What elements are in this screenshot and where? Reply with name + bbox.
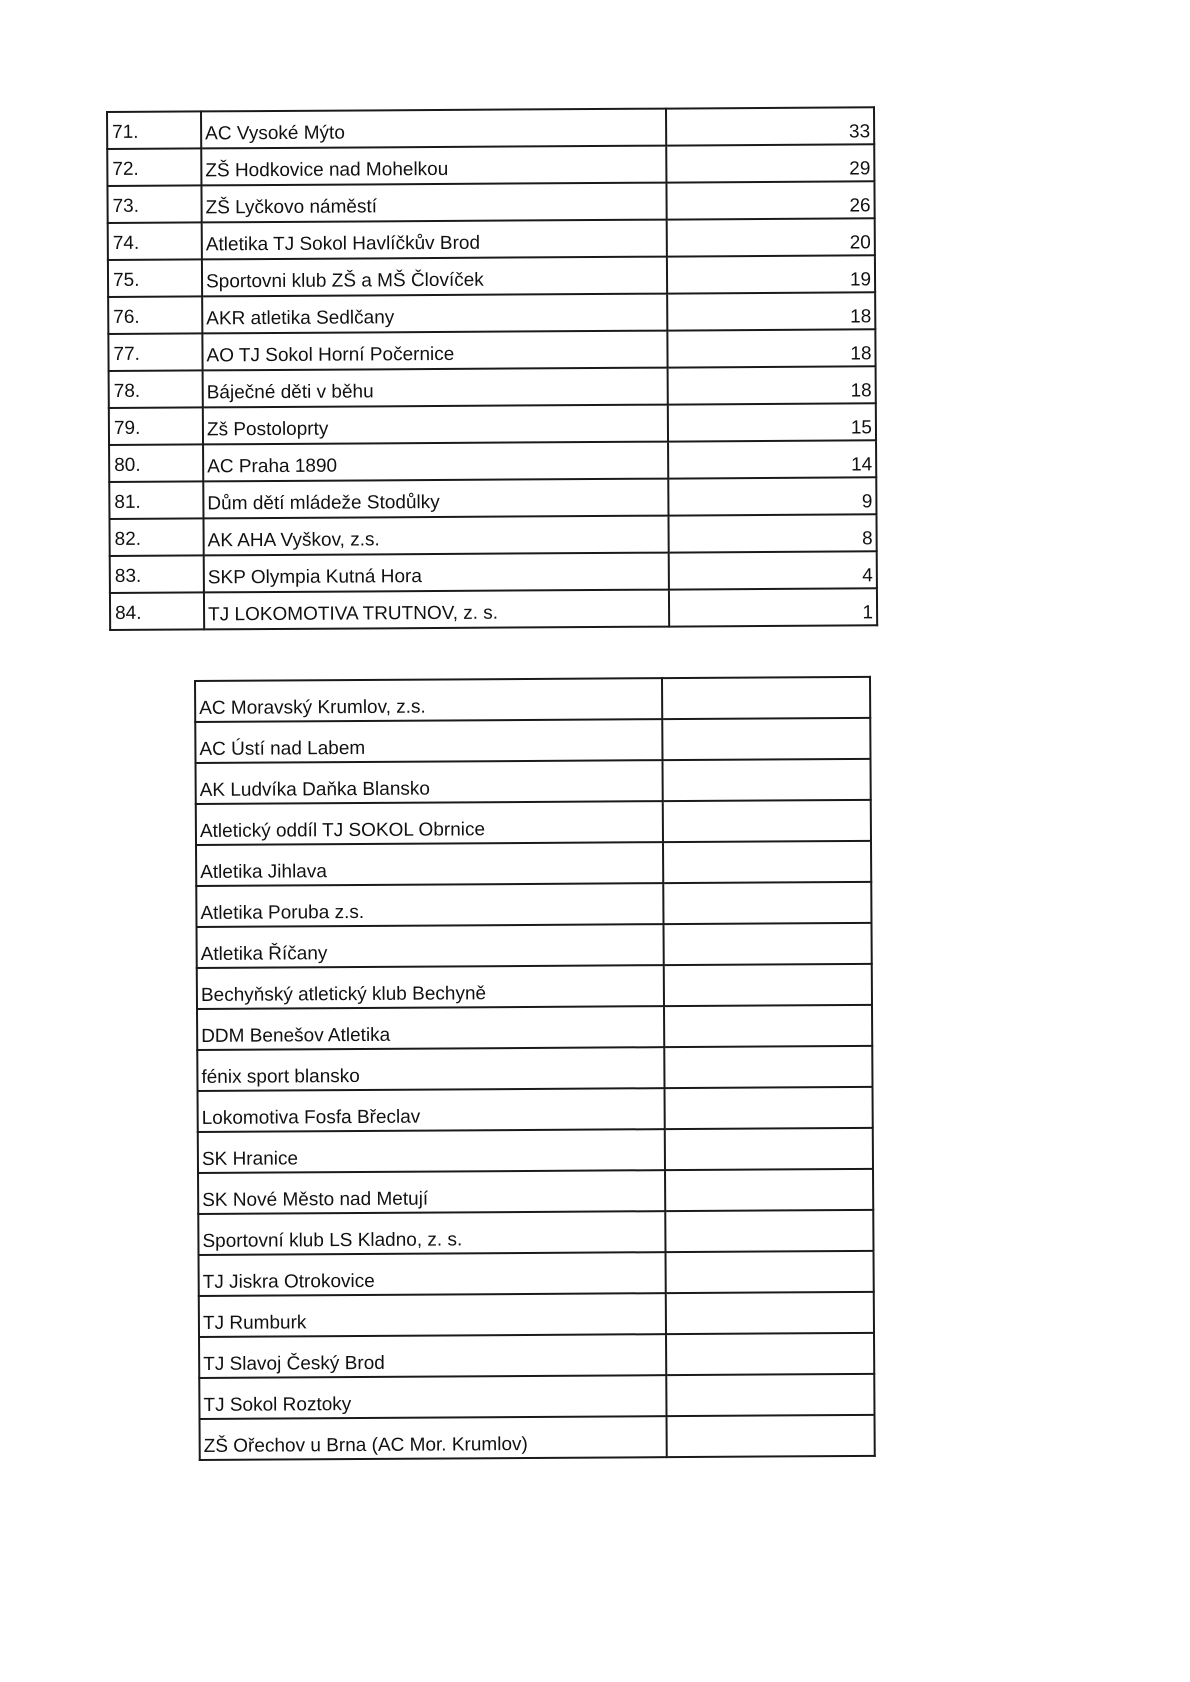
- unranked-clubs-body: [195, 677, 875, 1460]
- rank-cell: 75.: [108, 259, 202, 297]
- ranked-row: [107, 144, 874, 186]
- empty-points-cell: [665, 1087, 873, 1129]
- club-name-cell: AK AHA Vyškov, z.s.: [203, 516, 668, 556]
- club-name-cell: AC Ústí nad Labem: [195, 719, 662, 763]
- unranked-row: [197, 1046, 872, 1091]
- ranked-row: [107, 181, 874, 223]
- ranked-row: [109, 366, 876, 408]
- unranked-row: [199, 1333, 874, 1378]
- rank-cell: 73.: [107, 185, 201, 223]
- rank-cell: 77.: [108, 333, 202, 371]
- unranked-row: [199, 1251, 874, 1296]
- empty-points-cell: [664, 1046, 872, 1088]
- points-cell: 14: [668, 440, 876, 478]
- empty-points-cell: [666, 1333, 874, 1375]
- club-name-cell: Atletika Poruba z.s.: [196, 883, 663, 927]
- points-cell: 18: [668, 366, 876, 404]
- points-cell: 4: [669, 551, 877, 589]
- empty-points-cell: [664, 923, 872, 965]
- unranked-row: [199, 1374, 874, 1419]
- ranked-results-body: [107, 107, 877, 630]
- unranked-row: [197, 1005, 872, 1050]
- ranked-row: [109, 514, 876, 556]
- empty-points-cell: [665, 1210, 873, 1252]
- unranked-row: [199, 1292, 874, 1337]
- club-name-cell: AK Ludvíka Daňka Blansko: [196, 760, 663, 804]
- club-name-cell: SKP Olympia Kutná Hora: [204, 553, 669, 593]
- club-name-cell: DDM Benešov Atletika: [197, 1006, 664, 1050]
- rank-cell: 82.: [109, 518, 203, 556]
- empty-points-cell: [666, 1292, 874, 1334]
- club-name-cell: TJ Rumburk: [199, 1293, 666, 1337]
- empty-points-cell: [667, 1415, 875, 1457]
- ranked-row: [110, 588, 877, 630]
- points-cell: 18: [667, 292, 875, 330]
- empty-points-cell: [664, 964, 872, 1006]
- unranked-row: [196, 841, 871, 886]
- club-name-cell: ZŠ Lyčkovo náměstí: [201, 183, 666, 223]
- rank-cell: 71.: [107, 111, 201, 149]
- club-name-cell: Sportovni klub ZŠ a MŠ Človíček: [202, 257, 667, 297]
- club-name-cell: fénix sport blansko: [197, 1047, 664, 1091]
- club-name-cell: Báječné děti v běhu: [203, 368, 668, 408]
- club-name-cell: Zš Postoloprty: [203, 405, 668, 445]
- club-name-cell: Atletika Jihlava: [196, 842, 663, 886]
- points-cell: 8: [668, 514, 876, 552]
- empty-points-cell: [666, 1374, 874, 1416]
- ranked-row: [110, 551, 877, 593]
- club-name-cell: AKR atletika Sedlčany: [202, 294, 667, 334]
- club-name-cell: Atletika TJ Sokol Havlíčkův Brod: [202, 220, 667, 260]
- unranked-row: [198, 1169, 873, 1214]
- points-cell: 29: [666, 144, 874, 182]
- club-name-cell: Lokomotiva Fosfa Břeclav: [198, 1088, 665, 1132]
- unranked-row: [195, 677, 870, 722]
- club-name-cell: Dům dětí mládeže Stodůlky: [203, 479, 668, 519]
- empty-points-cell: [662, 677, 870, 719]
- points-cell: 15: [668, 403, 876, 441]
- club-name-cell: AC Praha 1890: [203, 442, 668, 482]
- unranked-row: [196, 759, 871, 804]
- rank-cell: 84.: [110, 592, 204, 630]
- club-name-cell: TJ Slavoj Český Brod: [199, 1334, 666, 1378]
- club-name-cell: ZŠ Hodkovice nad Mohelkou: [201, 146, 666, 186]
- rank-cell: 83.: [110, 555, 204, 593]
- unranked-row: [196, 800, 871, 845]
- points-cell: 20: [667, 218, 875, 256]
- empty-points-cell: [665, 1169, 873, 1211]
- ranked-row: [109, 477, 876, 519]
- club-name-cell: TJ LOKOMOTIVA TRUTNOV, z. s.: [204, 590, 669, 630]
- unranked-row: [200, 1415, 875, 1460]
- ranked-row: [109, 403, 876, 445]
- unranked-row: [198, 1128, 873, 1173]
- empty-points-cell: [662, 759, 870, 801]
- points-cell: 1: [669, 588, 877, 626]
- ranked-results-table: [106, 106, 878, 631]
- empty-points-cell: [664, 1005, 872, 1047]
- empty-points-cell: [663, 841, 871, 883]
- club-name-cell: SK Hranice: [198, 1129, 665, 1173]
- points-cell: 9: [668, 477, 876, 515]
- ranked-row: [108, 218, 875, 260]
- rank-cell: 80.: [109, 444, 203, 482]
- unranked-row: [198, 1087, 873, 1132]
- club-name-cell: AC Moravský Krumlov, z.s.: [195, 678, 662, 722]
- ranked-row: [108, 292, 875, 334]
- club-name-cell: Sportovní klub LS Kladno, z. s.: [198, 1211, 665, 1255]
- club-name-cell: AO TJ Sokol Horní Počernice: [202, 331, 667, 371]
- rank-cell: 79.: [109, 407, 203, 445]
- ranked-row: [107, 107, 874, 149]
- points-cell: 33: [666, 107, 874, 145]
- ranked-row: [109, 440, 876, 482]
- club-name-cell: TJ Sokol Roztoky: [199, 1375, 666, 1419]
- unranked-row: [198, 1210, 873, 1255]
- unranked-row: [197, 923, 872, 968]
- empty-points-cell: [662, 718, 870, 760]
- unranked-row: [197, 964, 872, 1009]
- rank-cell: 72.: [107, 148, 201, 186]
- ranked-row: [108, 329, 875, 371]
- points-cell: 18: [667, 329, 875, 367]
- empty-points-cell: [663, 882, 871, 924]
- unranked-row: [196, 882, 871, 927]
- points-cell: 26: [666, 181, 874, 219]
- club-name-cell: SK Nové Město nad Metují: [198, 1170, 665, 1214]
- empty-points-cell: [665, 1128, 873, 1170]
- empty-points-cell: [666, 1251, 874, 1293]
- rank-cell: 78.: [109, 370, 203, 408]
- unranked-row: [195, 718, 870, 763]
- rank-cell: 74.: [108, 222, 202, 260]
- club-name-cell: Atletika Říčany: [197, 924, 664, 968]
- unranked-clubs-table: [194, 676, 876, 1461]
- empty-points-cell: [663, 800, 871, 842]
- club-name-cell: TJ Jiskra Otrokovice: [199, 1252, 666, 1296]
- ranked-row: [108, 255, 875, 297]
- rank-cell: 76.: [108, 296, 202, 334]
- club-name-cell: ZŠ Ořechov u Brna (AC Mor. Krumlov): [200, 1416, 667, 1460]
- rank-cell: 81.: [109, 481, 203, 519]
- club-name-cell: AC Vysoké Mýto: [201, 109, 666, 149]
- club-name-cell: Atletický oddíl TJ SOKOL Obrnice: [196, 801, 663, 845]
- points-cell: 19: [667, 255, 875, 293]
- club-name-cell: Bechyňský atletický klub Bechyně: [197, 965, 664, 1009]
